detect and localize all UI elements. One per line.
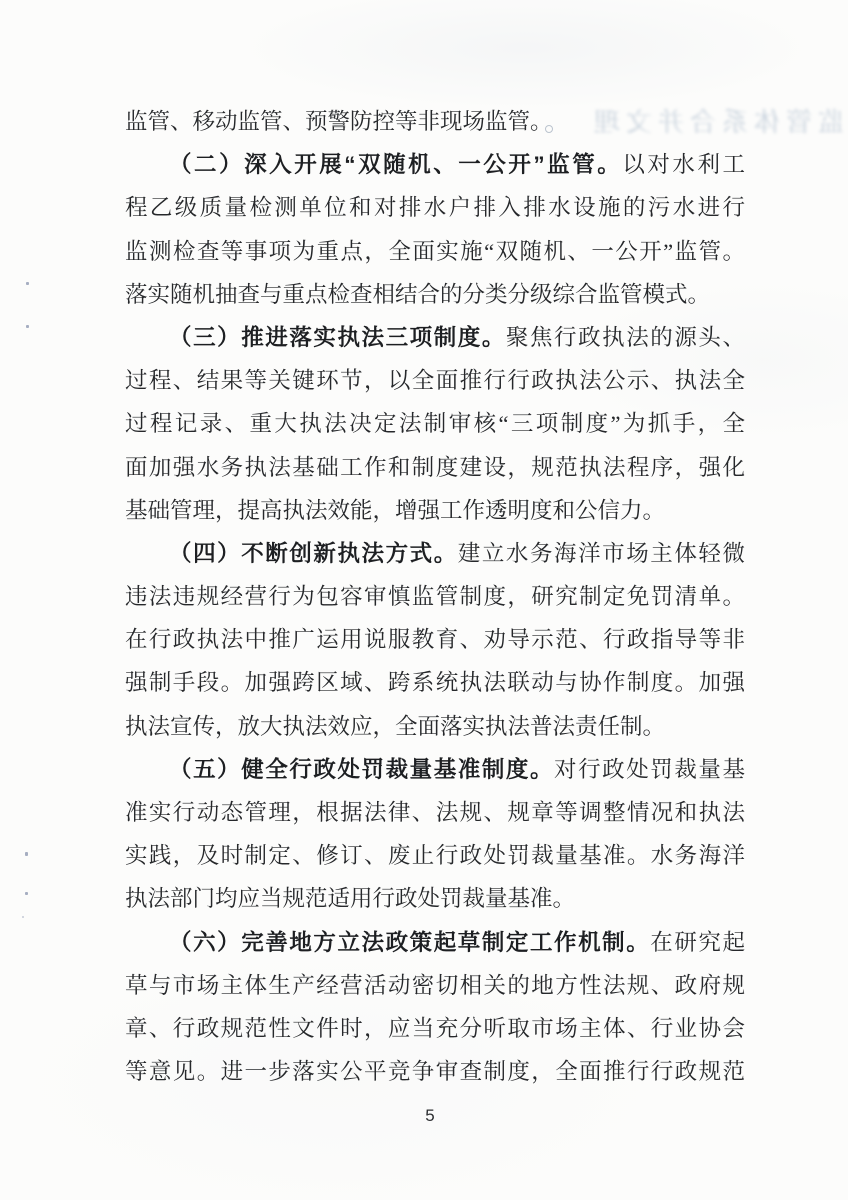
text-line: 过程记录、重大执法决定法制审核“三项制度”为抓手，全 [125, 411, 745, 437]
section-heading: （三）推进落实执法三项制度。 [169, 324, 506, 350]
paragraph [125, 532, 745, 748]
text-line: 落实随机抽查与重点检查相结合的分类分级综合监管模式。 [125, 281, 711, 307]
text-line: 在行政执法中推广运用说服教育、劝导示范、行政指导等非 [125, 627, 745, 653]
line-text: 聚焦行政执法的源头、 [505, 324, 745, 350]
page-number: 5 [425, 1106, 435, 1125]
scan-speck [25, 852, 28, 856]
text-line [125, 532, 745, 575]
text-line: 执法部门均应当规范适用行政处罚裁量基准。 [125, 886, 576, 912]
scan-speck [26, 325, 29, 328]
text-line [125, 316, 745, 359]
text-line: 实践，及时制定、修订、废止行政处罚裁量基准。水务海洋 [125, 843, 745, 869]
scan-speck [26, 282, 29, 285]
text-line [125, 748, 745, 791]
text-line: 面加强水务执法基础工作和制度建设，规范执法程序，强化 [125, 454, 745, 480]
paragraph [125, 100, 745, 143]
text-line: 违法违规经营行为包容审慎监管制度，研究制定免罚清单。 [125, 584, 745, 610]
paragraph [125, 921, 745, 1094]
scan-speck [22, 916, 24, 918]
text-line: 执法宣传，放大执法效应，全面落实执法普法责任制。 [125, 713, 666, 739]
paragraph [125, 143, 745, 316]
bleed-through-text: 监管体系合并文理 [587, 108, 844, 137]
line-text: 建立水务海洋市场主体轻微 [457, 540, 745, 566]
line-text: 以对水利工 [622, 152, 745, 178]
text-line: 基础管理，提高执法效能，增强工作透明度和公信力。 [125, 497, 666, 523]
paragraph [125, 316, 745, 532]
text-line: 程乙级质量检测单位和对排水户排入排水设施的污水进行 [125, 195, 745, 221]
paragraph [125, 748, 745, 921]
body-text [125, 100, 745, 1093]
text-line [125, 143, 745, 186]
text-line: 草与市场主体生产经营活动密切相关的地方性法规、政府规 [125, 972, 745, 998]
text-line: 等意见。进一步落实公平竞争审查制度，全面推行行政规范 [125, 1059, 745, 1085]
line-text: 对行政处罚裁量基 [554, 756, 745, 782]
text-line: 监管、移动监管、预警防控等非现场监管。 [125, 109, 553, 134]
section-heading: （二）深入开展“双随机、一公开”监管。 [169, 152, 623, 178]
section-heading: （六）完善地方立法政策起草制定工作机制。 [169, 929, 651, 955]
section-heading: （四）不断创新执法方式。 [169, 540, 458, 566]
text-line: 准实行动态管理，根据法律、法规、规章等调整情况和执法 [125, 800, 745, 825]
text-line: 过程、结果等关键环节，以全面推行行政执法公示、执法全 [125, 368, 745, 394]
section-heading: （五）健全行政处罚裁量基准制度。 [169, 756, 555, 782]
text-line: 章、行政规范性文件时，应当充分听取市场主体、行业协会 [125, 1015, 745, 1041]
text-line: 强制手段。加强跨区域、跨系统执法联动与协作制度。加强 [125, 670, 745, 696]
text-line: 监测检查等事项为重点，全面实施“双随机、一公开”监管。 [125, 238, 745, 264]
line-text: 在研究起 [650, 929, 745, 955]
text-line [125, 921, 745, 964]
scan-speck [25, 892, 28, 895]
